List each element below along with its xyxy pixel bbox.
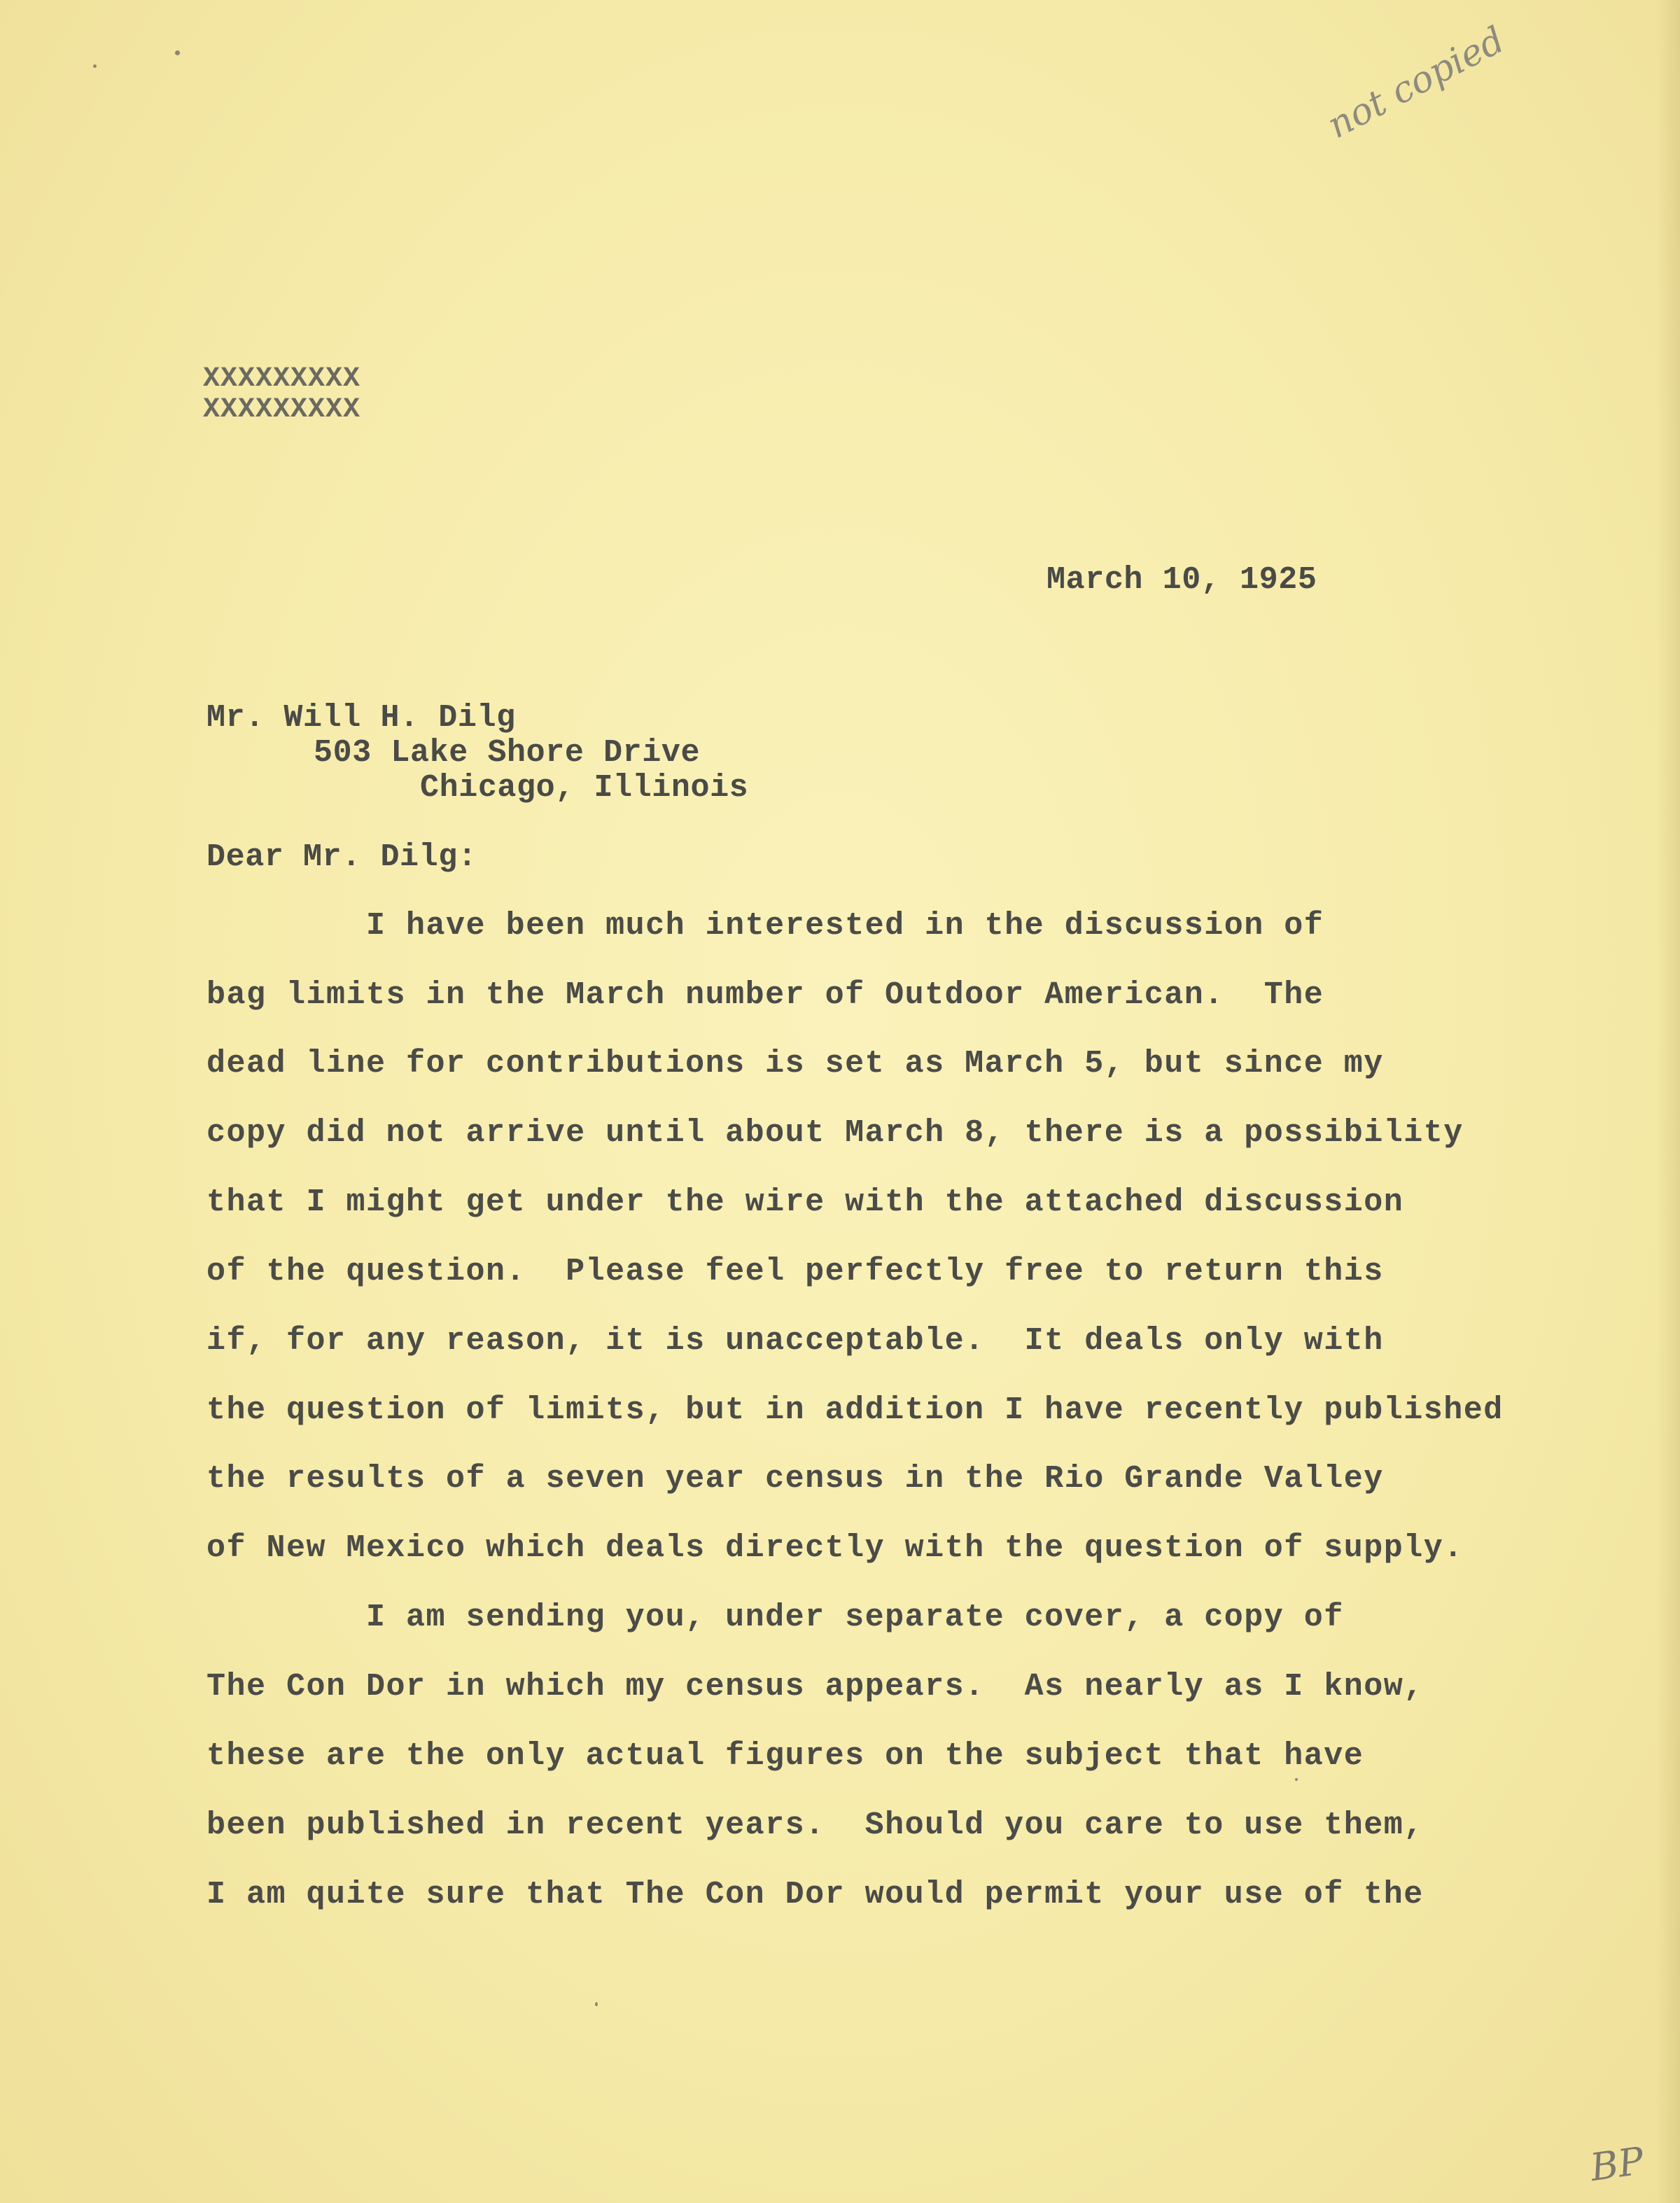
salutation: Dear Mr. Dilg: xyxy=(206,839,477,875)
body-line: copy did not arrive until about March 8, there is a possibility xyxy=(206,1115,1464,1151)
paper-speck xyxy=(595,2002,598,2006)
body-line: the results of a seven year census in the Rio Grande Valley xyxy=(206,1461,1384,1497)
handwritten-note: not copied xyxy=(1320,19,1512,147)
letter-date: March 10, 1925 xyxy=(1046,562,1317,598)
paper-speck xyxy=(93,64,97,68)
paper-speck xyxy=(1295,1778,1298,1781)
body-line: been published in recent years. Should you care to use them, xyxy=(206,1807,1424,1843)
body-line: of the question. Please feel perfectly free to return this xyxy=(206,1254,1384,1289)
redacted-line: XXXXXXXXX xyxy=(203,363,361,395)
body-line: I am quite sure that The Con Dor would permit your use of the xyxy=(206,1877,1424,1912)
body-line: if, for any reason, it is unacceptable. It deals only with xyxy=(206,1323,1384,1359)
handwritten-initials: BP xyxy=(1587,2139,1647,2190)
paper-edge-shading xyxy=(1656,0,1680,2203)
recipient-street: 503 Lake Shore Drive xyxy=(314,735,701,771)
recipient-city: Chicago, Illinois xyxy=(420,770,749,806)
body-line: that I might get under the wire with the attached discussion xyxy=(206,1184,1404,1220)
recipient-name: Mr. Will H. Dilg xyxy=(206,700,516,736)
paper-speck xyxy=(175,50,180,55)
body-line: I have been much interested in the discussion of xyxy=(206,908,1324,944)
redacted-line: XXXXXXXXX xyxy=(203,394,361,426)
body-line: these are the only actual figures on the subject that have xyxy=(206,1738,1364,1774)
body-line: bag limits in the March number of Outdoor American. The xyxy=(206,977,1324,1013)
body-line: the question of limits, but in addition I have recently published xyxy=(206,1392,1504,1428)
body-line: The Con Dor in which my census appears. As nearly as I know, xyxy=(206,1669,1424,1705)
body-line: dead line for contributions is set as March 5, but since my xyxy=(206,1046,1384,1082)
body-line: I am sending you, under separate cover, a copy of xyxy=(206,1600,1344,1635)
body-line: of New Mexico which deals directly with the question of supply. xyxy=(206,1530,1464,1566)
